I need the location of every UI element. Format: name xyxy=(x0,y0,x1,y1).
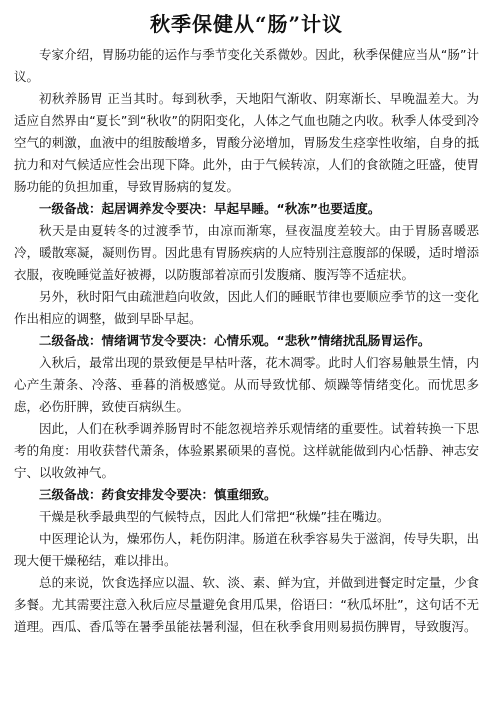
section-heading: 一级备战：起居调养发令要决：早起早睡。“秋冻”也要适度。 xyxy=(39,201,381,216)
section-heading: 二级备战：情绪调节发令要决：心情乐观。“悲秋”情绪扰乱肠胃运作。 xyxy=(39,333,431,348)
body-paragraph: 因此，人们在秋季调养肠胃时不能忽视培养乐观情绪的重要性。试着转换一下思考的角度：用收获替代萧条，体验累累硕果的喜悦。这样就能做到内心恬静、神志安宁、以收敛神气。 xyxy=(14,421,479,480)
section-heading: 三级备战：药食安排发令要决：慎重细致。 xyxy=(39,487,277,502)
body-paragraph: 中医理论认为，燥邪伤人，耗伤阴津。肠道在秋季容易失于滋润，传导失职，出现大便干燥秘结，难以排出。 xyxy=(14,531,479,568)
article-body xyxy=(14,44,479,638)
body-paragraph: 总的来说，饮食选择应以温、软、淡、素、鲜为宜，并做到进餐定时定量，少食多餐。尤其需要注意入秋后应尽量避免食用瓜果，俗语曰：“秋瓜坏肚”，这句话不无道理。西瓜、香瓜等在暑季虽能祛暑利湿，但在秋季食用则易损伤脾胃，导致腹泻。 xyxy=(14,575,479,634)
body-paragraph: 秋天是由夏转冬的过渡季节，由凉而渐寒，昼夜温度差较大。由于胃肠喜暖恶冷，暖散寒凝，凝则伤胃。因此患有胃肠疾病的人应特别注意腹部的保暖，适时增添衣服，夜晚睡觉盖好被褥，以防腹部着凉而引发腹痛、腹泻等不适症状。 xyxy=(14,223,479,282)
page-title: 秋季保健从“肠”计议 xyxy=(149,12,343,36)
body-paragraph: 初秋养肠胃 正当其时。每到秋季，天地阳气渐收、阴寒渐长、早晚温差大。为适应自然界由“夏长”到“秋收”的阴阳变化，人体之气血也随之内收。秋季人体受到冷空气的刺激，血液中的组胺酸增多，胃酸分泌增加，胃肠发生痉挛性收缩，自身的抵抗力和对气候适应性会出现下降。此外，由于气候转凉，人们的食欲随之旺盛，使胃肠功能的负担加重，导致胃肠病的复发。 xyxy=(14,91,479,194)
body-paragraph: 另外，秋时阳气由疏泄趋向收敛，因此人们的睡眠节律也要顺应季节的这一变化作出相应的调整，做到早卧早起。 xyxy=(14,289,479,326)
body-paragraph: 专家介绍，胃肠功能的运作与季节变化关系微妙。因此，秋季保健应当从“肠”计议。 xyxy=(14,47,479,84)
body-paragraph: 干燥是秋季最典型的气候特点，因此人们常把“秋燥”挂在嘴边。 xyxy=(39,509,390,524)
body-paragraph: 入秋后，最常出现的景致便是早枯叶落，花木凋零。此时人们容易触景生情，内心产生萧条、冷落、垂暮的消极感觉。从而导致忧郁、烦躁等情绪变化。而忧思多虑，必伤肝脾，致使百病纵生。 xyxy=(14,355,479,414)
